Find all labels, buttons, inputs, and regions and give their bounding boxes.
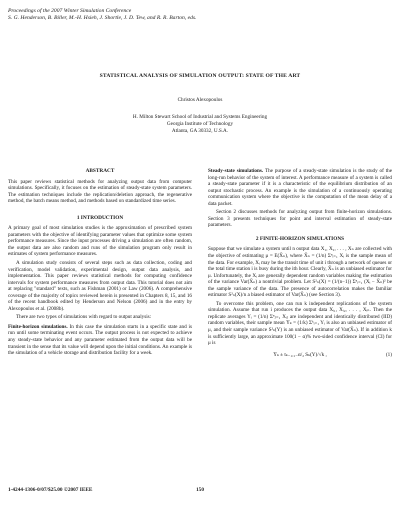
equation-1-number: (1) bbox=[385, 351, 392, 358]
paper-title: STATISTICAL ANALYSIS OF SIMULATION OUTPUT: STATE OF THE ART bbox=[99, 73, 301, 79]
abstract-heading: ABSTRACT bbox=[85, 168, 115, 174]
finite-horizon-runin: Finite-horizon simulations. bbox=[8, 323, 68, 330]
intro-paragraph-2: A simulation study consists of several steps such as data collection, coding and verification, model validation, experimental design, output data analysis, and implementation. This paper reviews statistical methods for computing confidence intervals for system performance measures from output data. This tutorial does not aim at replacing "standard" texts, such as Fishman (2001) or Law (2006). A comprehensive coverage of the majority of topics reviewed herein is presented in Chapters 8, 15, and 16 of the recent handbook edited by Henderson and Nelson (2006) and in the entry by Alexopoulos et al. (2008b). bbox=[8, 260, 192, 312]
proceedings-line: Proceedings of the 2007 Winter Simulation Conference bbox=[8, 8, 132, 14]
finite-horizon-paragraph-2: To overcome this problem, one can run k independent replications of the system simulation. Assume that run i produces the output data Xᵢ₁, Xᵢ₂, . . . , Xᵢₙ. Then the replicate averages Yᵢ = (1/n) Σⁿⱼ₌₁ Xᵢⱼ are independent and identically distributed (IID) random variables, their sample mean Ȳₖ = (1/k) Σᵏᵢ₌₁ Yᵢ is also an unbiased estimator of μ, and their sample variance S²ₖ(Y) is an unbiased estimator of Var(X̄ₙ). If in addition k is sufficiently large, an approximate 100(1 − α)% two-sided confidence interval (CI) for μ is bbox=[208, 300, 392, 347]
equation-1-body: Ȳₖ ± tₖ₋₁,₁₋α/₂ Sₖ(Y)/√k , bbox=[273, 351, 327, 358]
finite-horizon-heading: 2 FINITE-HORIZON SIMULATIONS bbox=[255, 235, 345, 242]
intro-heading: 1 INTRODUCTION bbox=[76, 214, 124, 221]
intro-paragraph-3: There are two types of simulations with regard to output analysis: bbox=[16, 314, 152, 321]
sections-overview: Section 2 discusses methods for analyzing output from finite-horizon simulations. Section 3 presents techniques for point and interval estimation of steady-state parameters. bbox=[208, 209, 392, 229]
affiliation-school: H. Milton Stewart School of Industrial and Systems Engineering bbox=[132, 114, 268, 120]
editors-line: S. G. Henderson, B. Biller, M.-H. Hsieh, J. Shortle, J. D. Tew, and R. R. Barton, eds. bbox=[8, 15, 197, 21]
finite-horizon-paragraph-1: Suppose that we simulate a system until n output data X₁, X₂, . . . , Xₙ are collected with the objective of estimating μ = E(X̄ₙ), where X̄ₙ = (1/n) Σⁿᵢ₌₁ Xᵢ is the sample mean of the data. For example, Xᵢ may be the transit time of unit i through a network of queues or the total time station i is busy during the ith hour. Clearly, X̄ₙ is an unbiased estimator for μ. Unfortunately, the Xᵢ are generally dependent random variables making the estimation of the variance Var(X̄ₙ) a nontrivial problem. Let S²ₙ(X) = (1/(n−1)) Σⁿᵢ₌₁ (Xᵢ − X̄ₙ)² be the sample variance of the data. The presence of autocorrelation makes the familiar estimator S²ₙ(X)/n a biased estimator of Var(X̄ₙ) (see Section 3). bbox=[208, 246, 392, 299]
right-column bbox=[208, 168, 392, 358]
author-name: Christos Alexopoulos bbox=[177, 97, 223, 103]
affiliation-institute: Georgia Institute of Technology bbox=[166, 121, 234, 127]
intro-paragraph-1: A primary goal of most simulation studies is the approximation of prescribed system parameters with the objective of identifying parameter values that optimize some system performance measures. Since the input processes driving a simulation are often random, the output data are also random and runs of the simulation program only result in estimates of system performance measures. bbox=[8, 225, 192, 258]
affiliation-address: Atlanta, GA 30332, U.S.A. bbox=[171, 128, 229, 134]
left-column bbox=[8, 168, 192, 357]
abstract-text: This paper reviews statistical methods for analyzing output data from computer simulations. Specifically, it focuses on the estimation of steady-state system parameters. The estimation techniques include the replication/deletion approach, the regenerative method, the batch means method, and methods based on standardized time series. bbox=[8, 178, 192, 205]
steady-state-paragraph bbox=[208, 168, 392, 207]
equation-1 bbox=[208, 352, 392, 359]
page-number: 150 bbox=[196, 487, 204, 493]
steady-state-runin: Steady-state simulations. bbox=[208, 168, 264, 174]
finite-horizon-text: In this case the simulation starts in a specific state and is run until some terminating event occurs. The output process is not expected to achieve any steady-state behavior and any parameter estimated from the output data will be transient in the sense that its value will depend upon the initial conditions. An example is the simulation of a vehicle storage and distribution facility for a week. bbox=[8, 323, 192, 357]
intro-paragraph-4 bbox=[8, 324, 192, 357]
copyright-line: 1-4244-1306-0/07/$25.00 ©2007 IEEE bbox=[8, 487, 93, 493]
steady-state-text: The purpose of a steady-state simulation is the study of the long-run behavior of the system of interest. A performance measure of a system is called a steady-state parameter if it is a characteristic of the equilibrium distribution of an output stochastic process. An example is the simulation of a continuously operating communication system where the objective is the computation of the mean delay of a data packet. bbox=[208, 168, 392, 207]
